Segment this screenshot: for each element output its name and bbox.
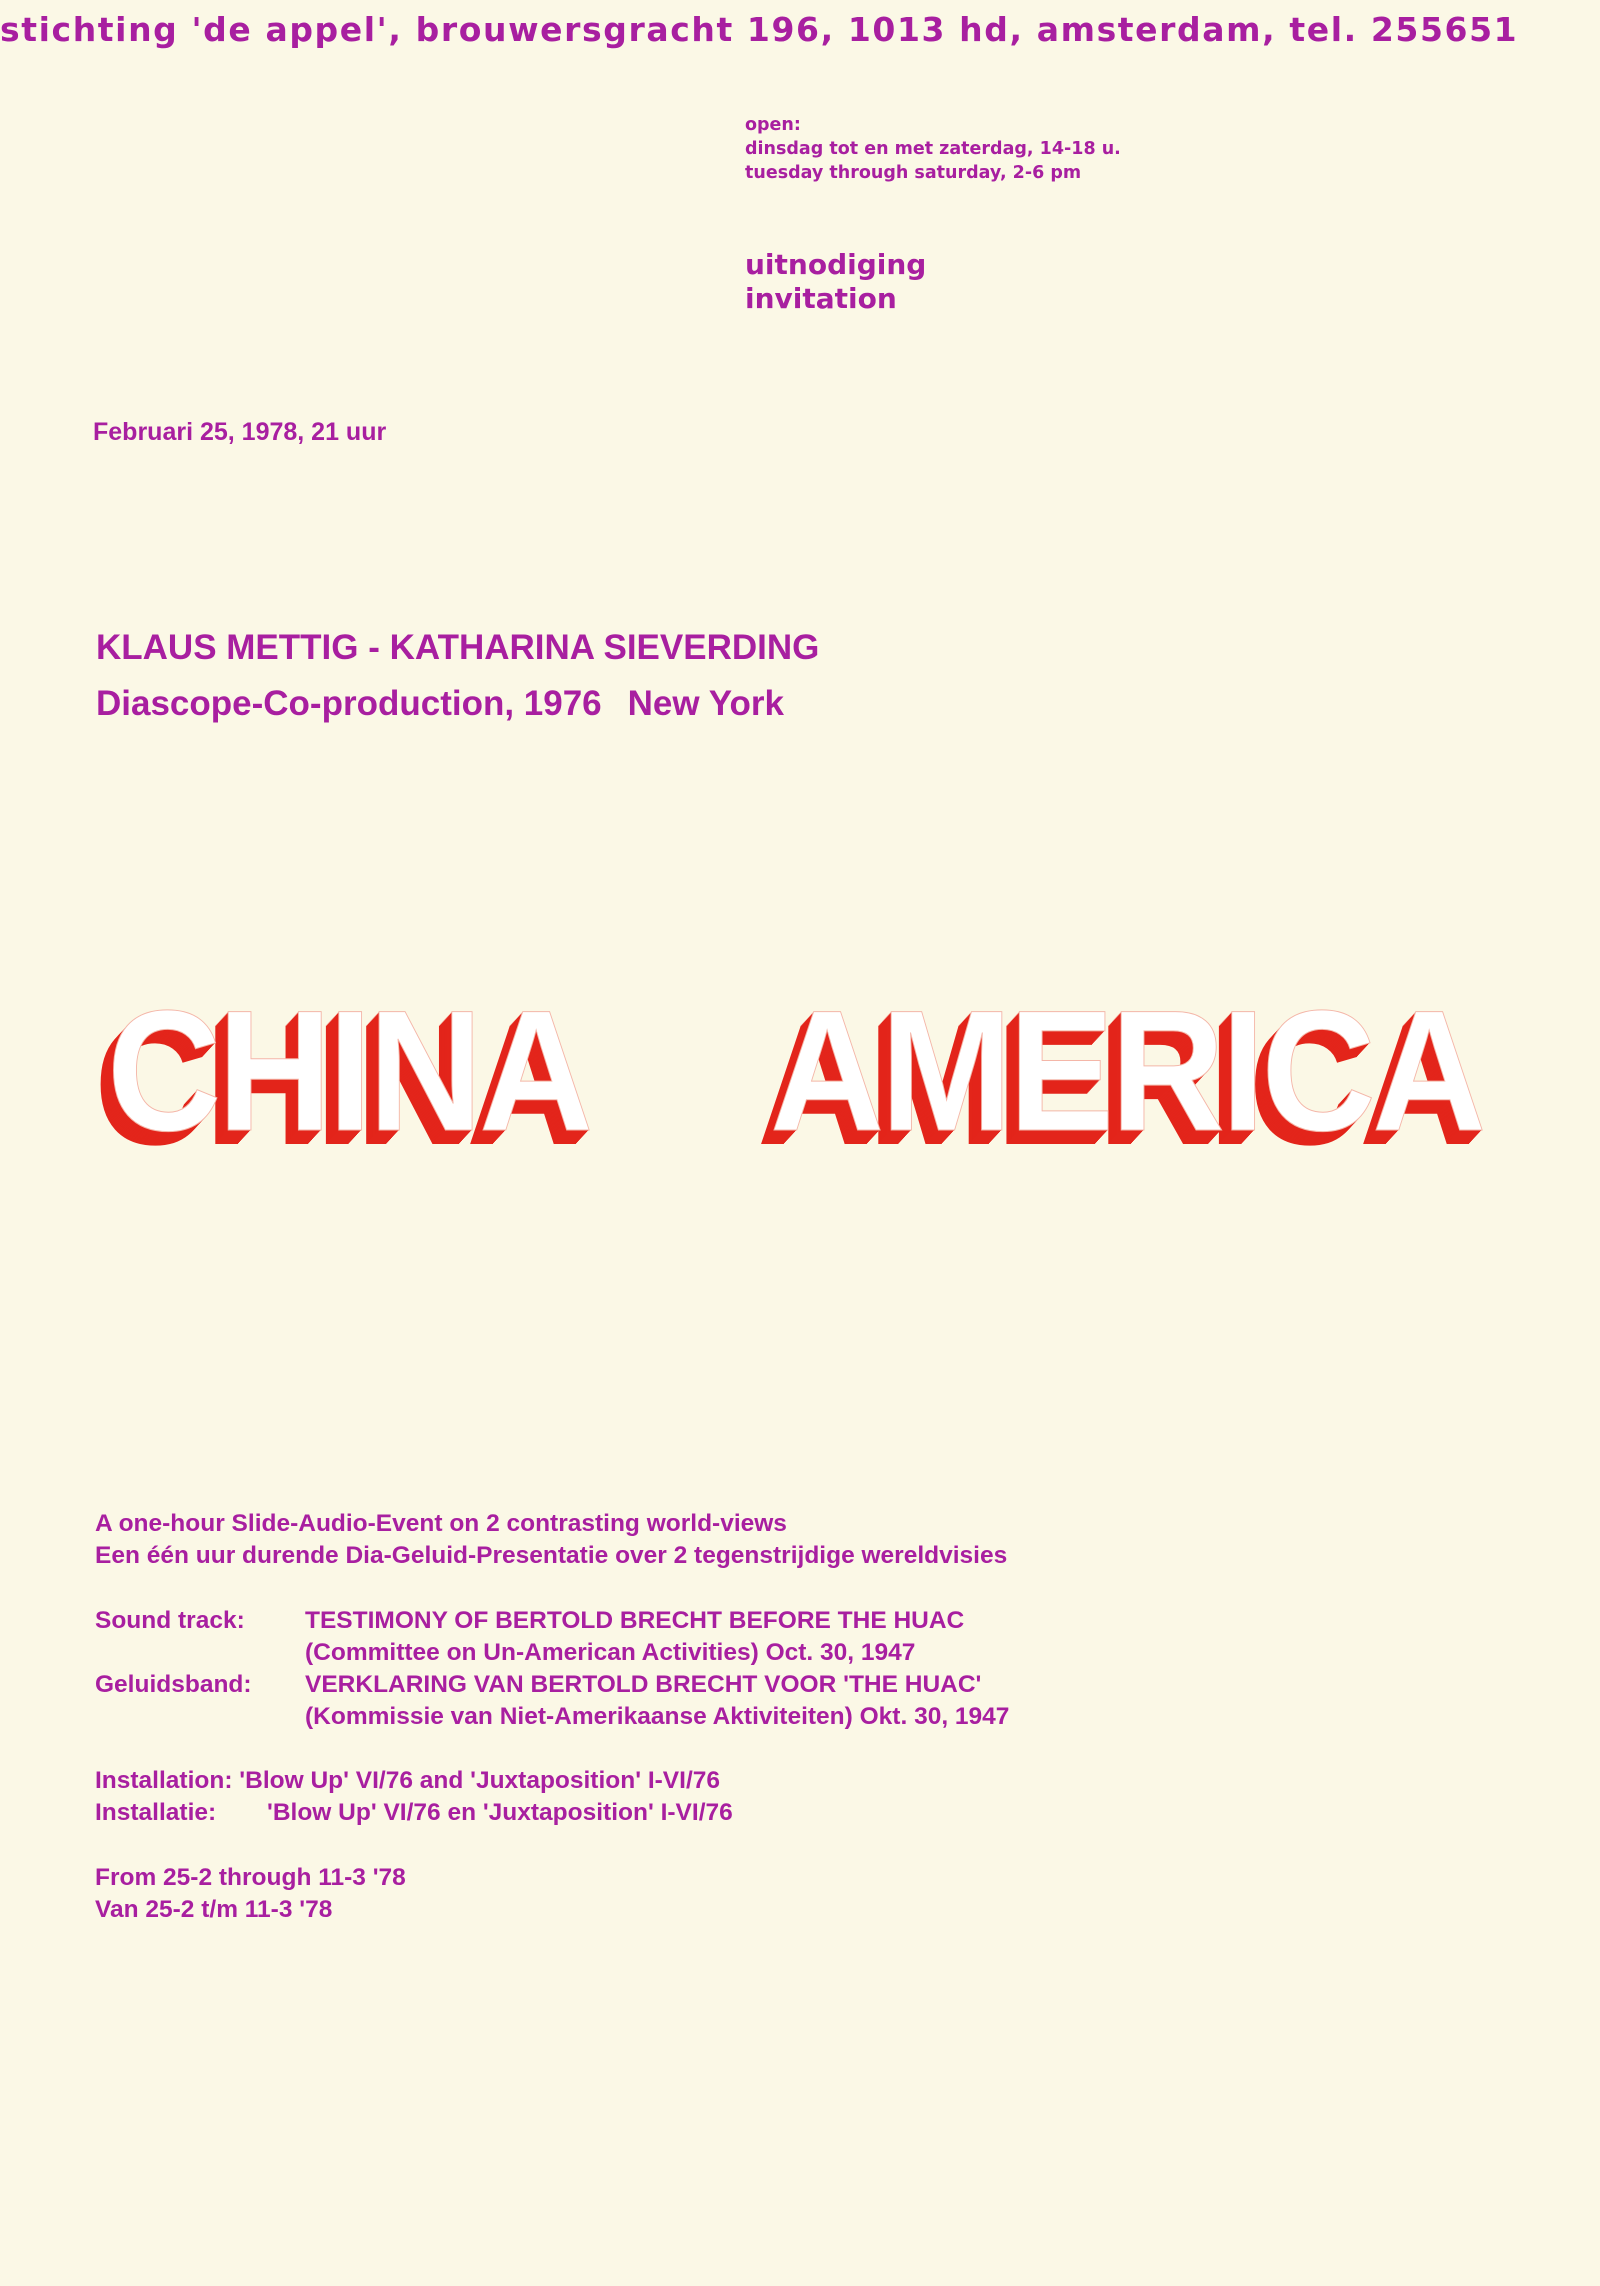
invitation-english: invitation bbox=[745, 282, 897, 315]
installation-label-english: Installation: bbox=[95, 1767, 233, 1794]
header-address-line: stichting 'de appel', brouwersgracht 196, 1013 hd, amsterdam, tel. 255651 bbox=[0, 10, 1519, 49]
installation-dutch bbox=[95, 1797, 733, 1829]
opening-hours-english: tuesday through saturday, 2-6 pm bbox=[745, 163, 1082, 183]
installation-text-english: 'Blow Up' VI/76 and 'Juxtaposition' I-VI/76 bbox=[239, 1767, 721, 1794]
event-description bbox=[95, 1508, 1007, 1572]
title-america: AMERICA bbox=[770, 975, 1483, 1167]
soundtrack-line1-dutch: VERKLARING VAN BERTOLD BRECHT VOOR 'THE HUAC' bbox=[305, 1671, 982, 1698]
run-dates-dutch: Van 25-2 t/m 11-3 '78 bbox=[95, 1896, 333, 1923]
event-date: Februari 25, 1978, 21 uur bbox=[93, 418, 387, 446]
production-label: Diascope-Co-production, 1976 bbox=[96, 684, 602, 723]
soundtrack-label-english: Sound track: bbox=[95, 1607, 245, 1634]
invitation-dutch: uitnodiging bbox=[745, 248, 927, 281]
installation-english bbox=[95, 1765, 733, 1797]
production-line bbox=[96, 676, 819, 732]
soundtrack-label-dutch: Geluidsband: bbox=[95, 1671, 252, 1698]
soundtrack-line2-dutch: (Kommissie van Niet-Amerikaanse Aktiviteiten) Okt. 30, 1947 bbox=[305, 1703, 1010, 1730]
artist-name-1: KLAUS METTIG bbox=[96, 628, 359, 667]
artist-name-2: KATHARINA SIEVERDING bbox=[389, 628, 820, 667]
soundtrack-line2-english: (Committee on Un-American Activities) Oct. 30, 1947 bbox=[305, 1639, 916, 1666]
invitation-heading bbox=[745, 248, 926, 316]
opening-hours-label: open: bbox=[745, 115, 801, 135]
run-dates bbox=[95, 1862, 406, 1926]
installation-block bbox=[95, 1765, 733, 1829]
opening-hours-dutch: dinsdag tot en met zaterdag, 14-18 u. bbox=[745, 139, 1121, 159]
opening-hours bbox=[745, 113, 1121, 185]
production-place: New York bbox=[627, 684, 784, 723]
description-english: A one-hour Slide-Audio-Event on 2 contrasting world-views bbox=[95, 1510, 787, 1537]
artist-separator: - bbox=[368, 628, 380, 667]
artists-names bbox=[96, 620, 819, 676]
artists-block bbox=[96, 620, 819, 732]
run-dates-english: From 25-2 through 11-3 '78 bbox=[95, 1864, 406, 1891]
installation-text-dutch: 'Blow Up' VI/76 en 'Juxtaposition' I-VI/76 bbox=[267, 1799, 733, 1826]
soundtrack-block bbox=[95, 1605, 1009, 1733]
installation-label-dutch: Installatie: bbox=[95, 1799, 217, 1826]
soundtrack-line1-english: TESTIMONY OF BERTOLD BRECHT BEFORE THE HUAC bbox=[305, 1607, 965, 1634]
description-dutch: Een één uur durende Dia-Geluid-Presentatie over 2 tegenstrijdige wereldvisies bbox=[95, 1542, 1008, 1569]
title-china: CHINA bbox=[107, 975, 590, 1167]
